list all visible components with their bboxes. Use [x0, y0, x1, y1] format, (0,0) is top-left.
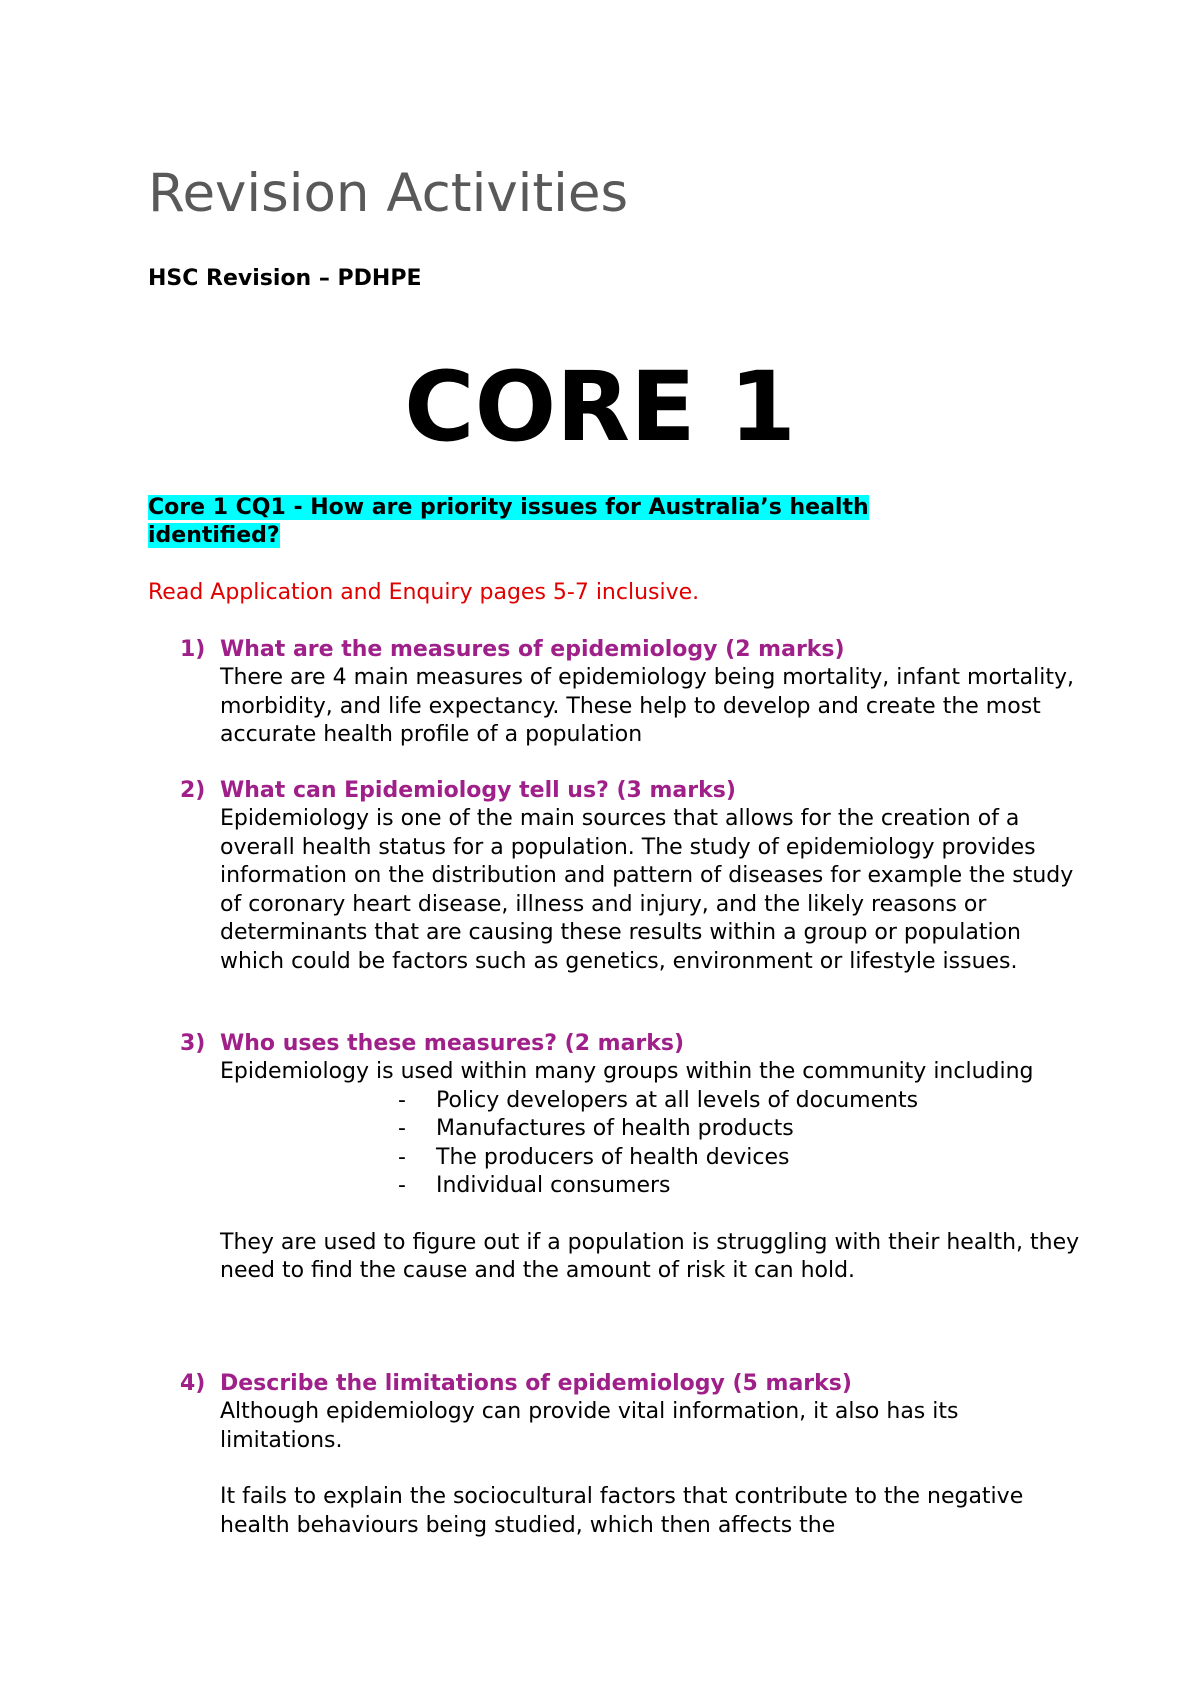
- answer-text-continued: It fails to explain the sociocultural factors that contribute to the negative health behaviours being studied, which then affects the: [220, 1484, 1024, 1538]
- bullet-list: [180, 1087, 1080, 1201]
- question-heading: [180, 636, 1080, 664]
- question-number: 4): [180, 1371, 206, 1396]
- list-item: [398, 1087, 1080, 1116]
- question-heading-text: What are the measures of epidemiology (2 marks): [220, 637, 845, 662]
- bullet-marker: -: [398, 1144, 406, 1170]
- bullet-marker: -: [398, 1116, 406, 1141]
- question-4: [180, 1370, 1080, 1540]
- cq-heading: [148, 494, 956, 550]
- answer-text: There are 4 main measures of epidemiology being mortality, infant mortality, morbidity, and life expectancy. These help to develop and create the most accurate health profile of a population: [220, 665, 1074, 747]
- list-item: [398, 1144, 1080, 1173]
- question-number: 1): [180, 637, 206, 662]
- answer-text-continued: They are used to figure out if a population is struggling with their health, they need to find the cause and the amount of risk it can hold.: [220, 1229, 1080, 1283]
- answer-text: Epidemiology is used within many groups within the community including: [220, 1059, 1034, 1084]
- question-heading-text: What can Epidemiology tell us? (3 marks): [220, 778, 736, 803]
- page-subtitle: HSC Revision – PDHPE: [148, 266, 422, 291]
- question-number: 2): [180, 778, 206, 803]
- list-item: [398, 1115, 1080, 1144]
- reading-instruction: Read Application and Enquiry pages 5-7 inclusive.: [148, 580, 700, 605]
- list-item-text: Manufactures of health products: [436, 1116, 794, 1141]
- question-heading: [180, 1030, 1080, 1058]
- spacer: [180, 1455, 1080, 1483]
- core-heading: CORE 1: [404, 351, 796, 463]
- question-heading: [180, 1370, 1080, 1398]
- bullet-marker: -: [398, 1173, 406, 1198]
- list-item: [398, 1172, 1080, 1201]
- answer-text: Epidemiology is one of the main sources that allows for the creation of a overall health status for a population. The study of epidemiology provides information on the distribution and pattern of diseases for example the study of coronary heart disease, illness and injury, and the likely reasons or determinants that are causing these results within a group or population which could be factors such as genetics, environment or lifestyle issues.: [220, 806, 1074, 974]
- question-heading: [180, 777, 1080, 805]
- list-item-text: The producers of health devices: [436, 1144, 790, 1170]
- question-heading-text: Describe the limitations of epidemiology (5 marks): [220, 1371, 852, 1396]
- list-item-text: Individual consumers: [436, 1173, 671, 1198]
- spacer: [180, 1201, 1080, 1229]
- question-3: [180, 1030, 1080, 1286]
- question-2: [180, 777, 1080, 976]
- bullet-marker: -: [398, 1087, 406, 1113]
- answer-text: Although epidemiology can provide vital information, it also has its limitations.: [220, 1399, 959, 1453]
- page-title: Revision Activities: [148, 163, 629, 224]
- question-number: 3): [180, 1031, 206, 1056]
- list-item-text: Policy developers at all levels of documents: [436, 1087, 919, 1113]
- cq-heading-text: Core 1 CQ1 - How are priority issues for Australia’s health identified?: [148, 495, 869, 548]
- question-1: [180, 636, 1080, 750]
- question-heading-text: Who uses these measures? (2 marks): [220, 1031, 685, 1056]
